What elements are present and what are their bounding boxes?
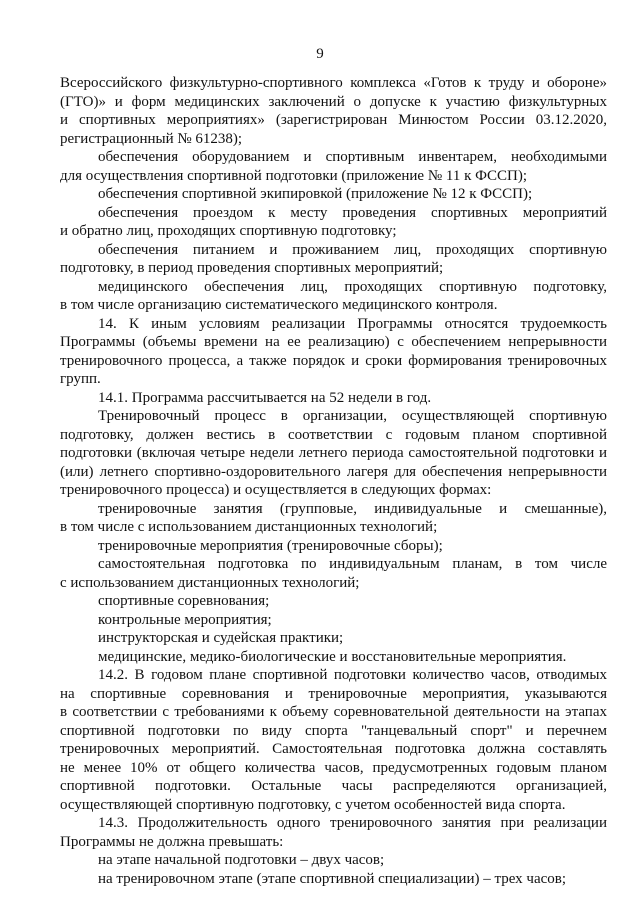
text-line: спортивной подготовки по виду спорта "танцевальный спорт" и перечнем [60,722,607,739]
text-line: регистрационный № 61238); [60,130,243,147]
text-line: (ГТО)» и форм медицинских заключений о допуске к участию физкультурных [60,93,607,110]
text-line: на спортивные соревнования и тренировочные мероприятия, указываются [60,685,607,702]
text-line: тренировочного процесса) и осуществляется в следующих формах: [60,482,492,498]
text-line: и обратно лиц, проходящих спортивную подготовку; [60,223,397,239]
text-line: инструкторская и судейская практики; [98,630,344,646]
text-line: в том числе организацию систематического медицинского контроля. [60,297,498,313]
text-line: тренировочных мероприятий. Самостоятельная подготовка должна составлять [60,741,607,757]
text-line: подготовку, должен вестись в соответствии с годовым планом спортивной [60,426,607,443]
text-line: 14.3. Продолжительность одного тренировочного занятия при реализации [98,815,607,831]
text-line: и спортивных мероприятиях» (зарегистрирован Минюстом России 03.12.2020, [60,112,607,128]
text-line: в соответствии с требованиями к объему соревновательной деятельности на этапах [60,704,607,720]
text-line: осуществляющей спортивную подготовку, с учетом особенностей вида спорта. [60,796,566,813]
text-line: медицинского обеспечения лиц, проходящих спортивную подготовку, [98,278,607,295]
text-line: Всероссийского физкультурно-спортивного комплекса «Готов к труду и обороне» [60,75,607,91]
text-line: на этапе начальной подготовки – двух часов; [98,852,385,868]
text-line: в том числе с использованием дистанционных технологий; [60,519,438,535]
text-line: тренировочные занятия (групповые, индивидуальные и смешанные), [98,500,607,517]
text-line: обеспечения питанием и проживанием лиц, проходящих спортивную [98,241,607,258]
text-line: самостоятельная подготовка по индивидуальным планам, в том числе [98,556,607,572]
text-line: подготовку, в период проведения спортивных мероприятий; [60,260,444,276]
text-line: с использованием дистанционных технологий; [60,574,360,591]
text-line: обеспечения спортивной экипировкой (приложение № 12 к ФССП); [98,186,533,202]
document-body [60,74,607,888]
text-line: 14. К иным условиям реализации Программы относятся трудоемкость [98,315,607,332]
text-line: спортивной подготовки. Остальные часы распределяются организацией, [60,778,607,794]
text-line: (или) летнего спортивно-оздоровительного лагеря для обеспечения непрерывности [60,463,607,480]
text-line: 14.2. В годовом плане спортивной подготовки количество часов, отводимых [98,667,607,683]
text-line: не менее 10% от общего количества часов, предусмотренных годовым планом [60,759,607,776]
text-line: спортивные соревнования; [98,593,270,609]
text-line: обеспечения оборудованием и спортивным инвентарем, необходимыми [98,149,607,165]
text-line: для осуществления спортивной подготовки (приложение № 11 к ФССП); [60,167,527,184]
text-line: Программы не должна превышать: [60,833,284,850]
text-line: на тренировочном этапе (этапе спортивной специализации) – трех часов; [98,870,567,887]
text-line: Программы (объемы времени на ее реализацию) с обеспечением непрерывности [60,334,607,350]
text-line: контрольные мероприятия; [98,611,272,628]
page-number: 9 [316,46,324,62]
text-line: медицинские, медико-биологические и восстановительные мероприятия. [98,648,567,665]
text-line: групп. [60,371,101,387]
text-line: обеспечения проездом к месту проведения спортивных мероприятий [98,204,607,221]
text-line: Тренировочный процесс в организации, осуществляющей спортивную [98,408,607,424]
text-line: подготовки (включая четыре недели летнего периода самостоятельной подготовки и [60,445,607,461]
text-line: тренировочные мероприятия (тренировочные сборы); [98,537,443,554]
text-line: 14.1. Программа рассчитывается на 52 недели в год. [98,389,432,406]
text-line: тренировочного процесса, а также порядок и сроки формирования тренировочных [60,352,607,369]
